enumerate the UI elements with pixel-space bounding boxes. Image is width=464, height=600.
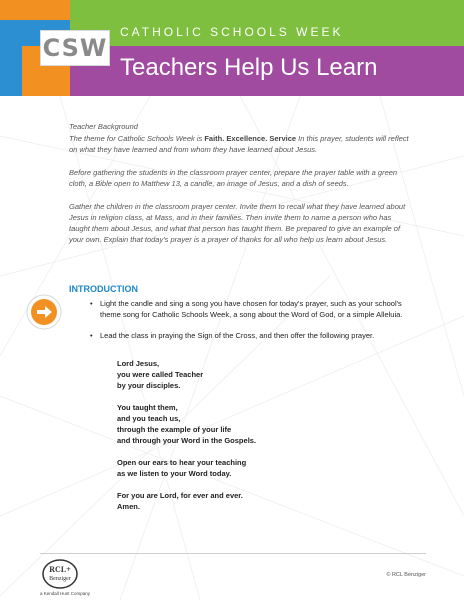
list-item: • Lead the class in praying the Sign of the Cross, and then offer the following prayer.	[90, 330, 410, 341]
prayer-line: Lord Jesus,	[117, 359, 160, 368]
teacher-background-heading: Teacher Background	[69, 122, 138, 131]
header-blue-band	[0, 20, 22, 96]
prayer-line: you were called Teacher	[117, 370, 204, 379]
teacher-background	[69, 122, 409, 245]
prayer-text	[117, 358, 377, 512]
prayer-line: and through your Word in the Gospels.	[117, 436, 257, 445]
introduction-heading: INTRODUCTION	[69, 284, 138, 294]
arrow-right-icon	[26, 294, 62, 330]
svg-text:RCL+: RCL+	[49, 565, 71, 574]
footer-divider	[40, 553, 426, 554]
list-item: • Light the candle and sing a song you have chosen for today's prayer, such as your school's theme song for Catholic Schools Week, a song about the Word of God, or a simple Alleluia.	[90, 298, 410, 320]
prayer-stanza-2	[117, 402, 377, 446]
svg-text:Benziger: Benziger	[49, 576, 71, 582]
series-title: CATHOLIC SCHOOLS WEEK	[120, 25, 344, 39]
background-paragraph-1: The theme for Catholic Schools Week is Faith. Excellence. Service In this prayer, students will reflect on what they have learned and from whom they have learned about Jesus.	[69, 134, 409, 154]
prayer-line: through the example of your life	[117, 425, 232, 434]
copyright: © RCL Benziger	[386, 572, 426, 578]
prayer-line: and you teach us,	[117, 414, 181, 423]
header-green-band	[70, 0, 464, 46]
rcl-benziger-logo	[40, 558, 80, 590]
prayer-line: You taught them,	[117, 403, 178, 412]
background-paragraph-2: Before gathering the students in the classroom prayer center, prepare the prayer table with a green cloth, a Bible open to Matthew 13, a candle, an image of Jesus, and a dish of seeds.	[69, 168, 398, 188]
csw-logo	[40, 30, 110, 66]
introduction-bullets	[90, 298, 410, 341]
header-orange-band	[0, 0, 70, 20]
prayer-line: by your disciples.	[117, 381, 181, 390]
prayer-line: For you are Lord, for ever and ever.	[117, 491, 243, 500]
page-title: Teachers Help Us Learn	[120, 54, 378, 81]
publisher-tag: a Kendall Hunt Company	[40, 591, 91, 596]
prayer-line: as we listen to your Word today.	[117, 469, 232, 478]
prayer-stanza-1	[117, 358, 377, 391]
prayer-line: Open our ears to hear your teaching	[117, 458, 247, 467]
prayer-line: Amen.	[117, 502, 140, 511]
prayer-stanza-4	[117, 490, 377, 512]
background-paragraph-3: Gather the children in the classroom prayer center. Invite them to recall what they have learned about Jesus in religion class, at Mass, and in their families. Then invite them to name a person who has taught them about Jesus, and what that person has taught them. Be prepared to give an example of your own. Explain that today's prayer is a prayer of thanks for all who help us learn about Jesus.	[69, 202, 406, 244]
csw-logo-text: CSW	[42, 34, 108, 62]
prayer-stanza-3	[117, 457, 377, 479]
